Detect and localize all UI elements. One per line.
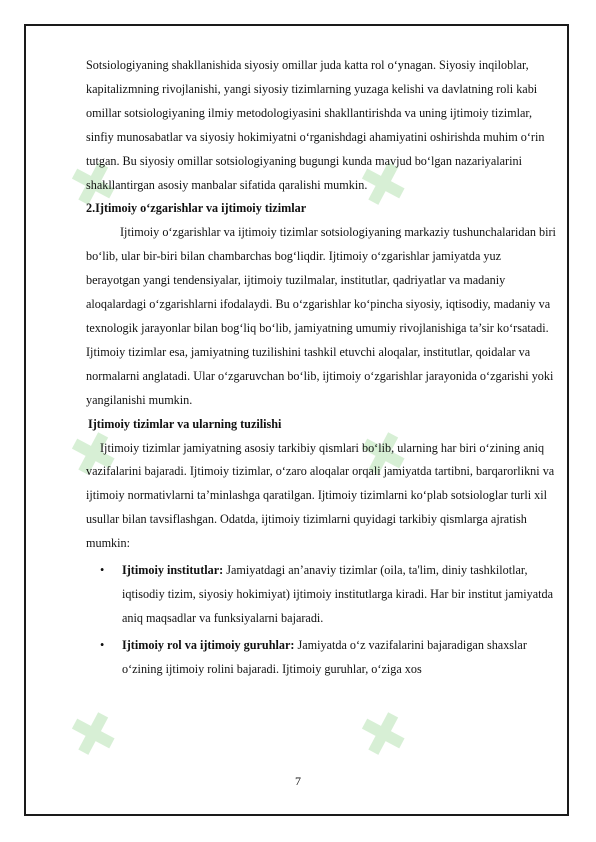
systems-paragraph: Ijtimoiy tizimlar jamiyatning asosiy tarkibiy qismlari bo‘lib, ularning har biri o‘zining aniq vazifalarini bajaradi. Ijtimoiy tizimlar, o‘zaro aloqalar orqali jamiyatda tartibni, barqarorlikni va ijtimoiy normativlarni ta’minlashga qaratilgan. Ijtimoiy tizimlarni ko‘plab sotsiologlar turli xil usullar bilan tavsiflashgan. Odatda, ijtimoiy tizimlarni quyidagi tarkibiy qismlarga ajratish mumkin: bbox=[86, 440, 555, 551]
changes-paragraph: Ijtimoiy o‘zgarishlar va ijtimoiy tizimlar sotsiologiyaning markaziy tushunchalaridan biri bo‘lib, ular bir-biri bilan chambarchas bog‘liqdir. Ijtimoiy o‘zgarishlar jamiyatda yuz berayotgan yangi tendensiyalar, ijtimoiy tuzilmalar, institutlar, qadriyatlar va madaniy aloqalardagi o‘zgarishlarni ifodalaydi. Bu o‘zgarishlar ko‘pincha siyosiy, iqtisodiy, madaniy va texnologik jarayonlar bilan bog‘liq bo‘lib, jamiyatning umumiy rivojlanishiga ta’sir ko‘rsatadi. Ijtimoiy tizimlar esa, jamiyatning tuzilishini tashkil etuvchi aloqalar, institutlar, qoidalar va normalarni anglatadi. Ular o‘zgaruvchan bo‘lib, ijtimoiy o‘zgarishlar jarayonida o‘zgarishi yoki yangilanishi mumkin. bbox=[86, 225, 556, 407]
list-item-text: Jamiyatda o‘z vazifalarini bajaradigan shaxslar o‘zining ijtimoiy rolini bajaradi. Ijtimoiy guruhlar, o‘ziga xos bbox=[122, 637, 527, 676]
intro-paragraph: Sotsiologiyaning shakllanishida siyosiy omillar juda katta rol o‘ynagan. Siyosiy inqiloblar, kapitalizmning rivojlanishi, yangi siyosiy tizimlarning yuzaga kelishi va davlatning roli kabi omillar sotsiologiyaning ilmiy metodologiyasini shakllantirishda va uning ijtimoiy tizimlar, sinfiy munosabatlar va siyosiy hokimiyatni o‘rganishdagi ahamiyatini oshirishda muhim o‘rin tutgan. Bu siyosiy omillar sotsiologiyaning bugungi kunda mavjud bo‘lgan nazariyalarini shakllantirgan asosiy manbalar sifatida qaralishi mumkin. bbox=[86, 58, 545, 192]
page-number: 7 bbox=[295, 774, 301, 788]
components-list bbox=[86, 559, 556, 682]
list-item bbox=[86, 559, 556, 631]
watermark-logo-icon: ✚ bbox=[342, 146, 426, 222]
subsection-heading: Ijtimoiy tizimlar va ularning tuzilishi bbox=[88, 416, 282, 431]
list-item-term: Ijtimoiy rol va ijtimoiy guruhlar: bbox=[122, 637, 295, 652]
watermark-logo-icon: ✚ bbox=[52, 416, 136, 492]
bullet-icon: • bbox=[100, 637, 105, 652]
bullet-icon: • bbox=[100, 563, 105, 578]
watermark-logo-icon: ✚ bbox=[52, 146, 136, 222]
page-content bbox=[86, 54, 556, 682]
watermark-logo-icon: ✚ bbox=[342, 416, 426, 492]
list-item-term: Ijtimoiy institutlar: bbox=[122, 563, 224, 578]
watermark-logo-icon: ✚ bbox=[342, 696, 426, 772]
section-heading: 2.Ijtimoiy o‘zgarishlar va ijtimoiy tizimlar bbox=[86, 201, 307, 216]
watermark-logo-icon: ✚ bbox=[52, 696, 136, 772]
list-item bbox=[86, 634, 556, 682]
list-item-text: Jamiyatdagi an’anaviy tizimlar (oila, ta'lim, diniy tashkilotlar, iqtisodiy tizim, siyosiy hokimiyat) ijtimoiy institutlarga kiradi. Har bir institut jamiyatda aniq maqsadlar va funksiyalarni bajaradi. bbox=[122, 563, 554, 625]
